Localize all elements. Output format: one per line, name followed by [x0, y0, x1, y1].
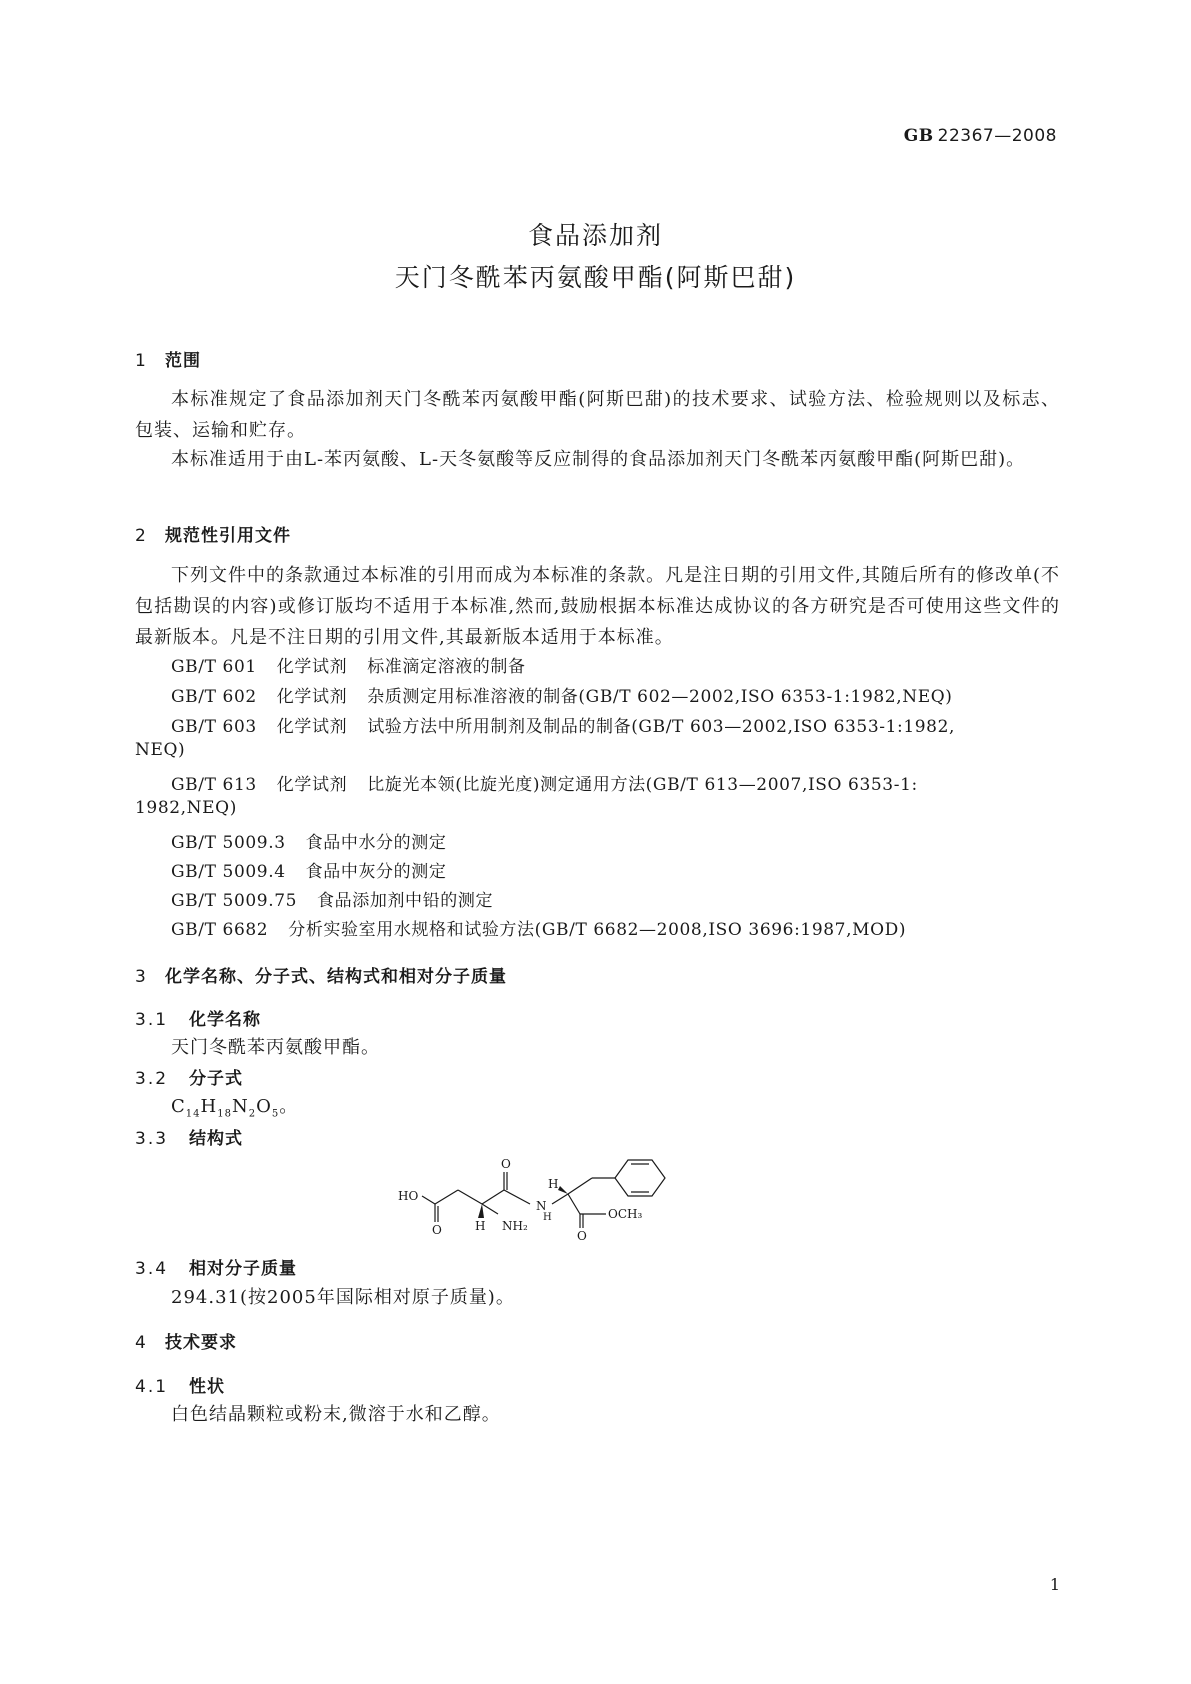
- section-1-paragraph-1: 本标准规定了食品添加剂天门冬酰苯丙氨酸甲酯(阿斯巴甜)的技术要求、试验方法、检验规则以及标志、包装、运输和贮存。: [135, 389, 1060, 441]
- atom-label: OCH₃: [608, 1207, 643, 1221]
- reference-item: [171, 682, 952, 707]
- section-4-heading: [135, 1328, 237, 1353]
- formula-element: H: [200, 1096, 218, 1117]
- formula-punctuation: 。: [279, 1096, 299, 1117]
- subsection-title: 分子式: [189, 1069, 243, 1089]
- section-title: 规范性引用文件: [165, 526, 291, 546]
- molecular-formula: [171, 1092, 298, 1120]
- subsection-title: 结构式: [189, 1129, 243, 1149]
- reference-code: GB/T 6682: [171, 920, 269, 940]
- molecular-mass-text: 294.31(按2005年国际相对原子质量)。: [171, 1287, 515, 1308]
- appearance-text: 白色结晶颗粒或粉末,微溶于水和乙醇。: [171, 1404, 501, 1425]
- section-number: 3: [135, 967, 147, 987]
- page-number: 1: [1049, 1575, 1060, 1594]
- reference-code: GB/T 601: [171, 657, 257, 677]
- section-1-paragraph-2: 本标准适用于由L-苯丙氨酸、L-天冬氨酸等反应制得的食品添加剂天门冬酰苯丙氨酸甲酯(阿斯巴甜)。: [171, 449, 1026, 470]
- subsection-title: 化学名称: [189, 1010, 261, 1030]
- reference-title: 食品添加剂中铅的测定: [317, 891, 494, 911]
- subsection-4-1-heading: [135, 1372, 225, 1397]
- atom-label: H: [475, 1219, 486, 1233]
- subsection-number: 3.1: [135, 1010, 169, 1030]
- atom-label: NH₂: [502, 1219, 528, 1233]
- reference-title: 杂质测定用标准溶液的制备(GB/T 602—2002,ISO 6353-1:1982,NEQ): [367, 687, 953, 707]
- reference-code: GB/T 602: [171, 687, 257, 707]
- reference-item: [171, 652, 526, 677]
- atom-label: O: [501, 1157, 511, 1171]
- section-title: 技术要求: [165, 1333, 237, 1353]
- section-number: 1: [135, 351, 147, 371]
- subsection-3-4-heading: [135, 1254, 297, 1279]
- subsection-number: 3.4: [135, 1259, 169, 1279]
- reference-category: 化学试剂: [276, 775, 348, 795]
- reference-item: [171, 712, 955, 737]
- section-1-heading: [135, 346, 201, 371]
- reference-title: 试验方法中所用制剂及制品的制备(GB/T 603—2002,ISO 6353-1:1982,: [367, 717, 956, 737]
- reference-title: 分析实验室用水规格和试验方法(GB/T 6682—2008,ISO 3696:1987,MOD): [288, 920, 907, 940]
- reference-continuation: 1982,NEQ): [135, 798, 237, 818]
- document-title-line1: 食品添加剂: [527, 221, 663, 250]
- section-number: 2: [135, 526, 147, 546]
- atom-label: N: [536, 1199, 547, 1213]
- subsection-number: 3.3: [135, 1129, 169, 1149]
- section-2-heading: [135, 521, 291, 546]
- reference-item: [171, 915, 906, 940]
- reference-code: GB/T 5009.75: [171, 891, 298, 911]
- formula-subscript: 5: [271, 1108, 280, 1120]
- formula-element: N: [231, 1096, 249, 1117]
- atom-label: O: [432, 1223, 442, 1237]
- atom-label: O: [577, 1229, 587, 1243]
- section-title: 化学名称、分子式、结构式和相对分子质量: [165, 967, 507, 987]
- reference-item: [171, 770, 918, 795]
- reference-title: 食品中灰分的测定: [305, 862, 447, 882]
- subsection-title: 性状: [189, 1377, 225, 1397]
- subsection-title: 相对分子质量: [189, 1259, 297, 1279]
- atom-label: HO: [398, 1189, 419, 1203]
- reference-category: 化学试剂: [276, 657, 348, 677]
- wedge-bond: [478, 1204, 484, 1218]
- reference-category: 化学试剂: [276, 687, 348, 707]
- subsection-3-2-heading: [135, 1064, 243, 1089]
- reference-title: 食品中水分的测定: [305, 833, 447, 853]
- section-2-paragraph-1: 下列文件中的条款通过本标准的引用而成为本标准的条款。凡是注日期的引用文件,其随后所有的修改单(不包括勘误的内容)或修订版均不适用于本标准,然而,鼓励根据本标准达成协议的各方研究是否可使用这些文件的最新版本。凡是不注日期的引用文件,其最新版本适用于本标准。: [135, 565, 1060, 648]
- chemical-name-text: 天门冬酰苯丙氨酸甲酯。: [171, 1037, 380, 1058]
- structural-formula: [390, 1150, 700, 1250]
- section-3-heading: [135, 962, 507, 987]
- document-title-line2: 天门冬酰苯丙氨酸甲酯(阿斯巴甜): [394, 263, 797, 292]
- section-number: 4: [135, 1333, 147, 1353]
- formula-subscript: 14: [185, 1108, 201, 1120]
- reference-code: GB/T 603: [171, 717, 257, 737]
- formula-subscript: 18: [217, 1108, 232, 1120]
- reference-code: GB/T 613: [171, 775, 257, 795]
- standard-code: [904, 126, 1057, 146]
- subsection-number: 4.1: [135, 1377, 169, 1397]
- formula-element: C: [171, 1096, 186, 1117]
- reference-category: 化学试剂: [276, 717, 348, 737]
- subsection-3-3-heading: [135, 1124, 243, 1149]
- atom-label: H: [548, 1177, 559, 1191]
- standard-code-number: 22367—2008: [937, 126, 1057, 146]
- standard-code-prefix: GB: [903, 126, 934, 146]
- subsection-3-1-heading: [135, 1005, 261, 1030]
- reference-code: GB/T 5009.3: [171, 833, 286, 853]
- reference-item: [171, 886, 493, 911]
- section-title: 范围: [165, 351, 201, 371]
- formula-element: O: [256, 1096, 272, 1117]
- subsection-number: 3.2: [135, 1069, 169, 1089]
- reference-code: GB/T 5009.4: [171, 862, 286, 882]
- reference-item: [171, 828, 446, 853]
- reference-item: [171, 857, 446, 882]
- atom-label: H: [543, 1212, 552, 1223]
- reference-title: 比旋光本领(比旋光度)测定通用方法(GB/T 613—2007,ISO 6353-1:: [367, 775, 918, 795]
- reference-continuation: NEQ): [135, 740, 186, 760]
- reference-title: 标准滴定溶液的制备: [367, 657, 526, 677]
- formula-subscript: 2: [248, 1108, 257, 1120]
- wedge-bond: [558, 1186, 568, 1194]
